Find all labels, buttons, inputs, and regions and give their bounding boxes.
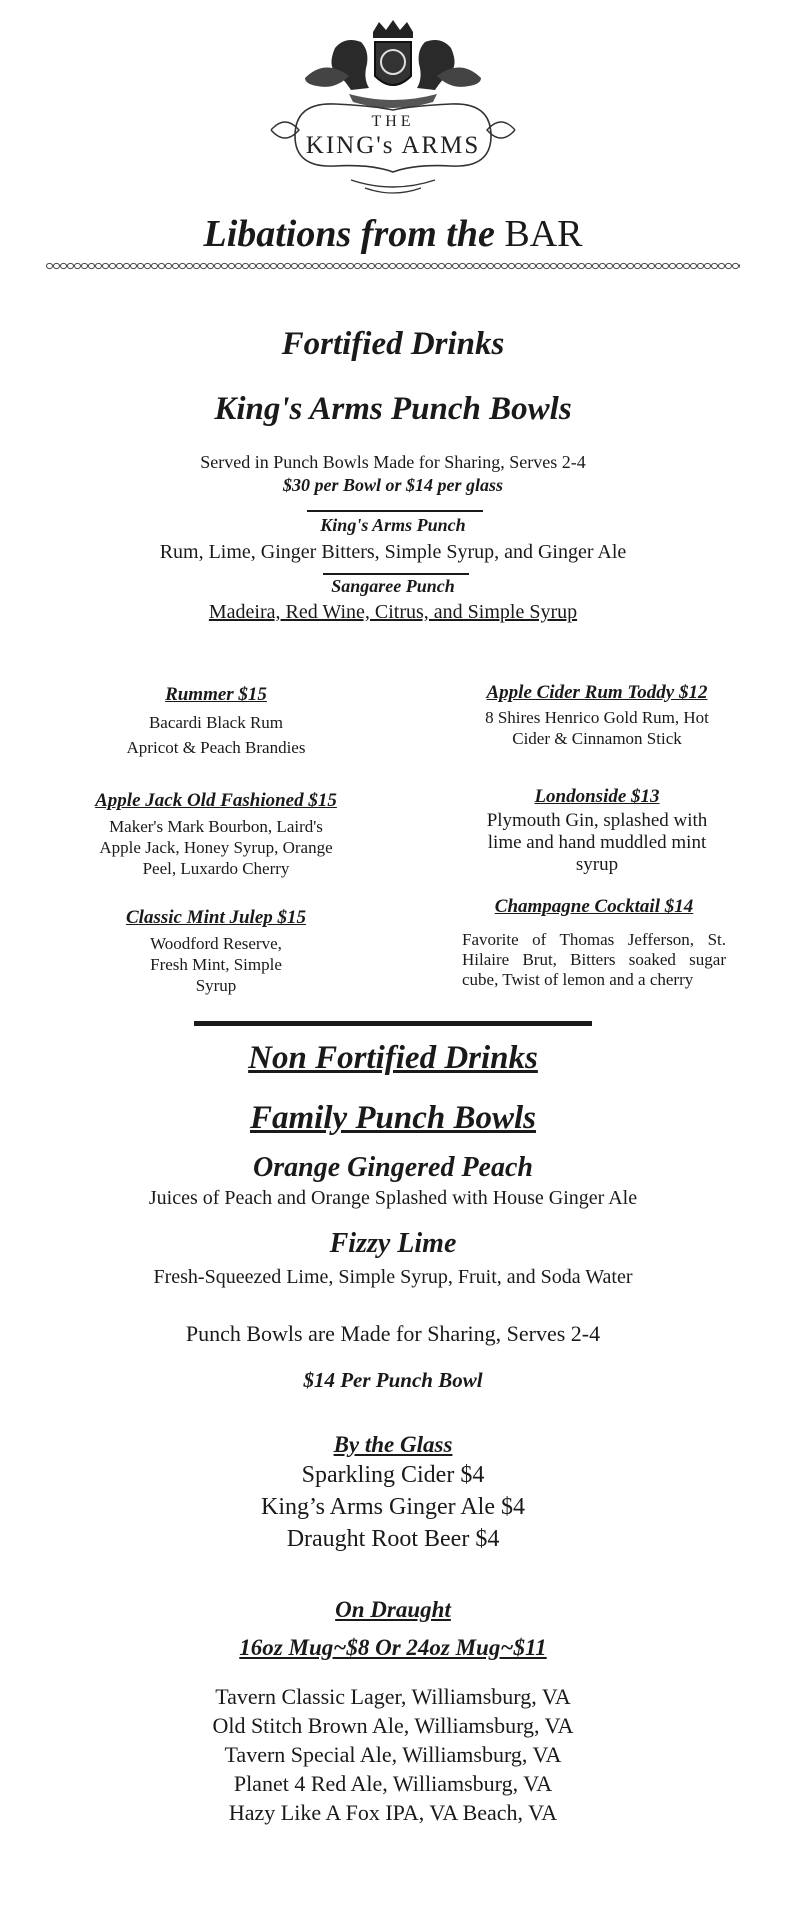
chain-divider	[46, 261, 740, 271]
punch-name: Sangaree Punch	[331, 576, 455, 596]
divider-line	[323, 573, 469, 575]
item-title: Classic Mint Julep $15	[126, 907, 306, 928]
item-desc: Favorite of Thomas Jefferson, St. Hilaire Brut, Bitters soaked sugar cube, Twist of lemon and a cherry	[462, 930, 726, 989]
fortified-punch-heading: King's Arms Punch Bowls	[214, 391, 572, 427]
crest-icon	[265, 18, 521, 196]
beer-item: Tavern Special Ale, Williamsburg, VA	[224, 1742, 562, 1767]
menu-item	[66, 684, 366, 758]
item-line: syrup	[575, 854, 619, 875]
item-line: Plymouth Gin, splashed with	[486, 810, 708, 831]
on-draught-heading: On Draught	[335, 1597, 451, 1622]
item-line: Apple Jack, Honey Syrup, Orange	[99, 838, 333, 857]
logo-the: THE	[371, 113, 415, 130]
item-line: Fresh Mint, Simple	[150, 955, 282, 974]
menu-title	[0, 212, 786, 256]
punch-name: Fizzy Lime	[329, 1228, 457, 1259]
glass-item: King’s Arms Ginger Ale $4	[261, 1494, 525, 1520]
fortified-price-note: $30 per Bowl or $14 per glass	[282, 475, 504, 495]
menu-item	[452, 786, 742, 876]
section-divider	[194, 1021, 592, 1026]
punch-desc: Juices of Peach and Orange Splashed with House Ginger Ale	[148, 1187, 638, 1209]
item-title: Apple Jack Old Fashioned $15	[95, 790, 337, 811]
item-title: Apple Cider Rum Toddy $12	[486, 682, 708, 703]
beer-item: Tavern Classic Lager, Williamsburg, VA	[215, 1684, 571, 1709]
kings-arms-logo	[265, 18, 521, 196]
beer-item: Old Stitch Brown Ale, Williamsburg, VA	[212, 1713, 574, 1738]
menu-item	[66, 907, 366, 996]
family-punch-heading: Family Punch Bowls	[249, 1100, 537, 1136]
item-line: Apricot & Peach Brandies	[126, 738, 306, 757]
glass-item: Sparkling Cider $4	[301, 1462, 485, 1488]
title-italic: Libations from the	[203, 213, 495, 255]
item-line: 8 Shires Henrico Gold Rum, Hot	[485, 708, 709, 727]
punch-name: Orange Gingered Peach	[253, 1152, 533, 1183]
divider-line	[307, 510, 483, 512]
punch-name: King's Arms Punch	[320, 515, 466, 535]
item-line: Woodford Reserve,	[150, 934, 282, 953]
item-title: Londonside $13	[534, 786, 660, 807]
menu-item	[462, 896, 726, 990]
family-price-note: $14 Per Punch Bowl	[303, 1368, 483, 1392]
item-title: Champagne Cocktail $14	[494, 896, 694, 917]
item-line: Syrup	[195, 976, 237, 995]
menu-item	[452, 682, 742, 749]
beer-item: Planet 4 Red Ale, Williamsburg, VA	[233, 1771, 553, 1796]
item-line: Maker's Mark Bourbon, Laird's	[109, 817, 323, 836]
glass-item: Draught Root Beer $4	[286, 1526, 500, 1552]
title-bar: BAR	[504, 213, 583, 255]
logo-name: KING's ARMS	[305, 132, 481, 159]
family-serve-note: Punch Bowls are Made for Sharing, Serves 2-4	[185, 1321, 601, 1346]
non-fortified-heading: Non Fortified Drinks	[248, 1040, 538, 1076]
beer-item: Hazy Like A Fox IPA, VA Beach, VA	[228, 1800, 558, 1825]
item-line: Cider & Cinnamon Stick	[512, 729, 682, 748]
menu-item	[66, 790, 366, 879]
item-line: Bacardi Black Rum	[148, 713, 284, 732]
fortified-serve-note: Served in Punch Bowls Made for Sharing, Serves 2-4	[200, 452, 586, 472]
draught-price: 16oz Mug~$8 Or 24oz Mug~$11	[239, 1635, 547, 1660]
item-title: Rummer $15	[165, 684, 267, 705]
item-line: lime and hand muddled mint	[487, 832, 707, 853]
fortified-heading: Fortified Drinks	[281, 326, 505, 362]
by-the-glass-heading: By the Glass	[333, 1432, 453, 1457]
punch-desc: Fresh-Squeezed Lime, Simple Syrup, Fruit, and Soda Water	[153, 1266, 633, 1288]
punch-desc: Madeira, Red Wine, Citrus, and Simple Syrup	[208, 601, 578, 623]
punch-desc: Rum, Lime, Ginger Bitters, Simple Syrup, and Ginger Ale	[159, 541, 627, 563]
item-line: Peel, Luxardo Cherry	[142, 859, 290, 878]
